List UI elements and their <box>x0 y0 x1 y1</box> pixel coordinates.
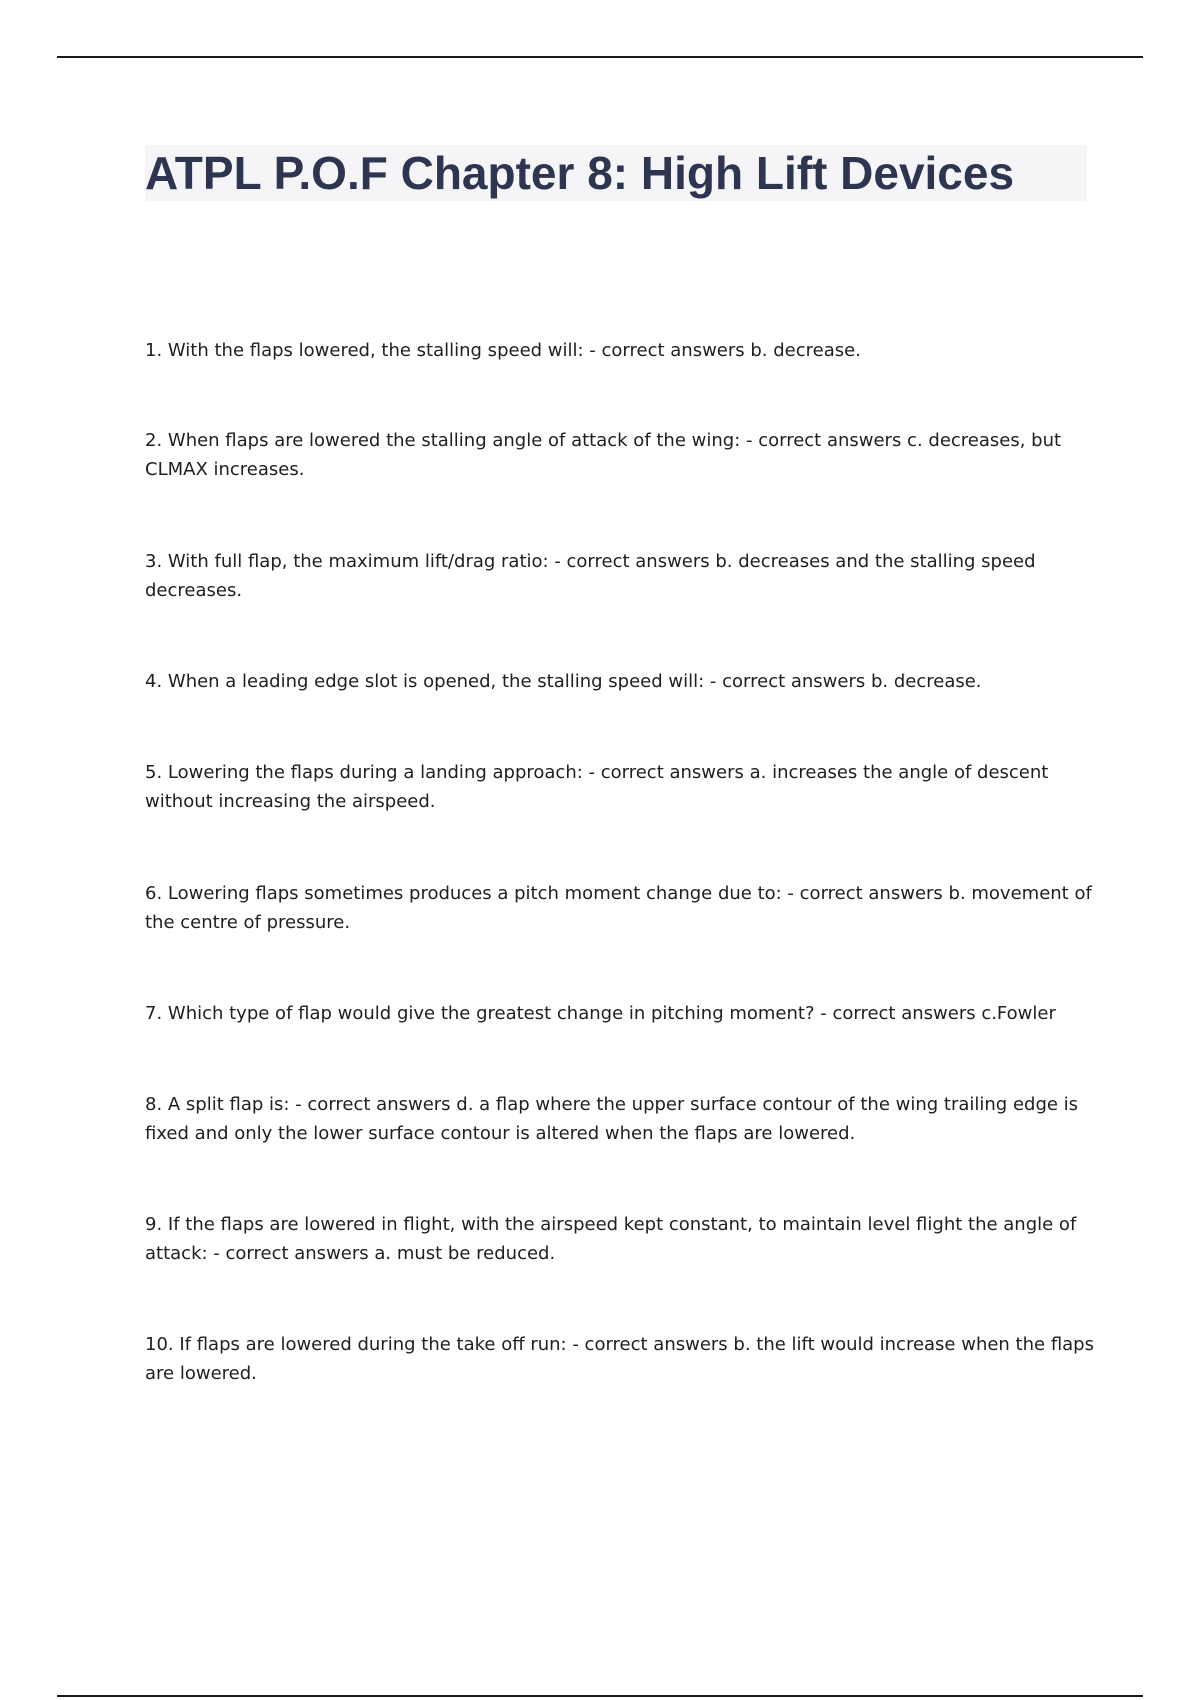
question-7: 7. Which type of flap would give the greatest change in pitching moment? - correct answers c.Fowler <box>145 1003 1056 1024</box>
title-block <box>145 145 1087 201</box>
question-1: 1. With the flaps lowered, the stalling speed will: - correct answers b. decrease. <box>145 340 861 361</box>
question-10: 10. If flaps are lowered during the take off run: - correct answers b. the lift would increase when the flaps are lowered. <box>145 1334 1094 1384</box>
question-8: 8. A split flap is: - correct answers d. a flap where the upper surface contour of the wing trailing edge is fixed and only the lower surface contour is altered when the flaps are lowered. <box>145 1094 1079 1144</box>
question-2: 2. When flaps are lowered the stalling angle of attack of the wing: - correct answers c. decreases, but CLMAX increases. <box>145 430 1062 480</box>
question-5: 5. Lowering the flaps during a landing approach: - correct answers a. increases the angle of descent without increasing the airspeed. <box>145 762 1049 812</box>
question-9: 9. If the flaps are lowered in flight, with the airspeed kept constant, to maintain level flight the angle of attack: - correct answers a. must be reduced. <box>145 1214 1077 1264</box>
footer-rule <box>57 1695 1143 1697</box>
question-4: 4. When a leading edge slot is opened, the stalling speed will: - correct answers b. decrease. <box>145 671 982 692</box>
question-6: 6. Lowering flaps sometimes produces a pitch moment change due to: - correct answers b. movement of the centre of pressure. <box>145 883 1092 933</box>
header-rule <box>57 56 1143 58</box>
question-3: 3. With full flap, the maximum lift/drag ratio: - correct answers b. decreases and the stalling speed decreases. <box>145 551 1036 601</box>
page-title: ATPL P.O.F Chapter 8: High Lift Devices <box>145 147 1015 199</box>
